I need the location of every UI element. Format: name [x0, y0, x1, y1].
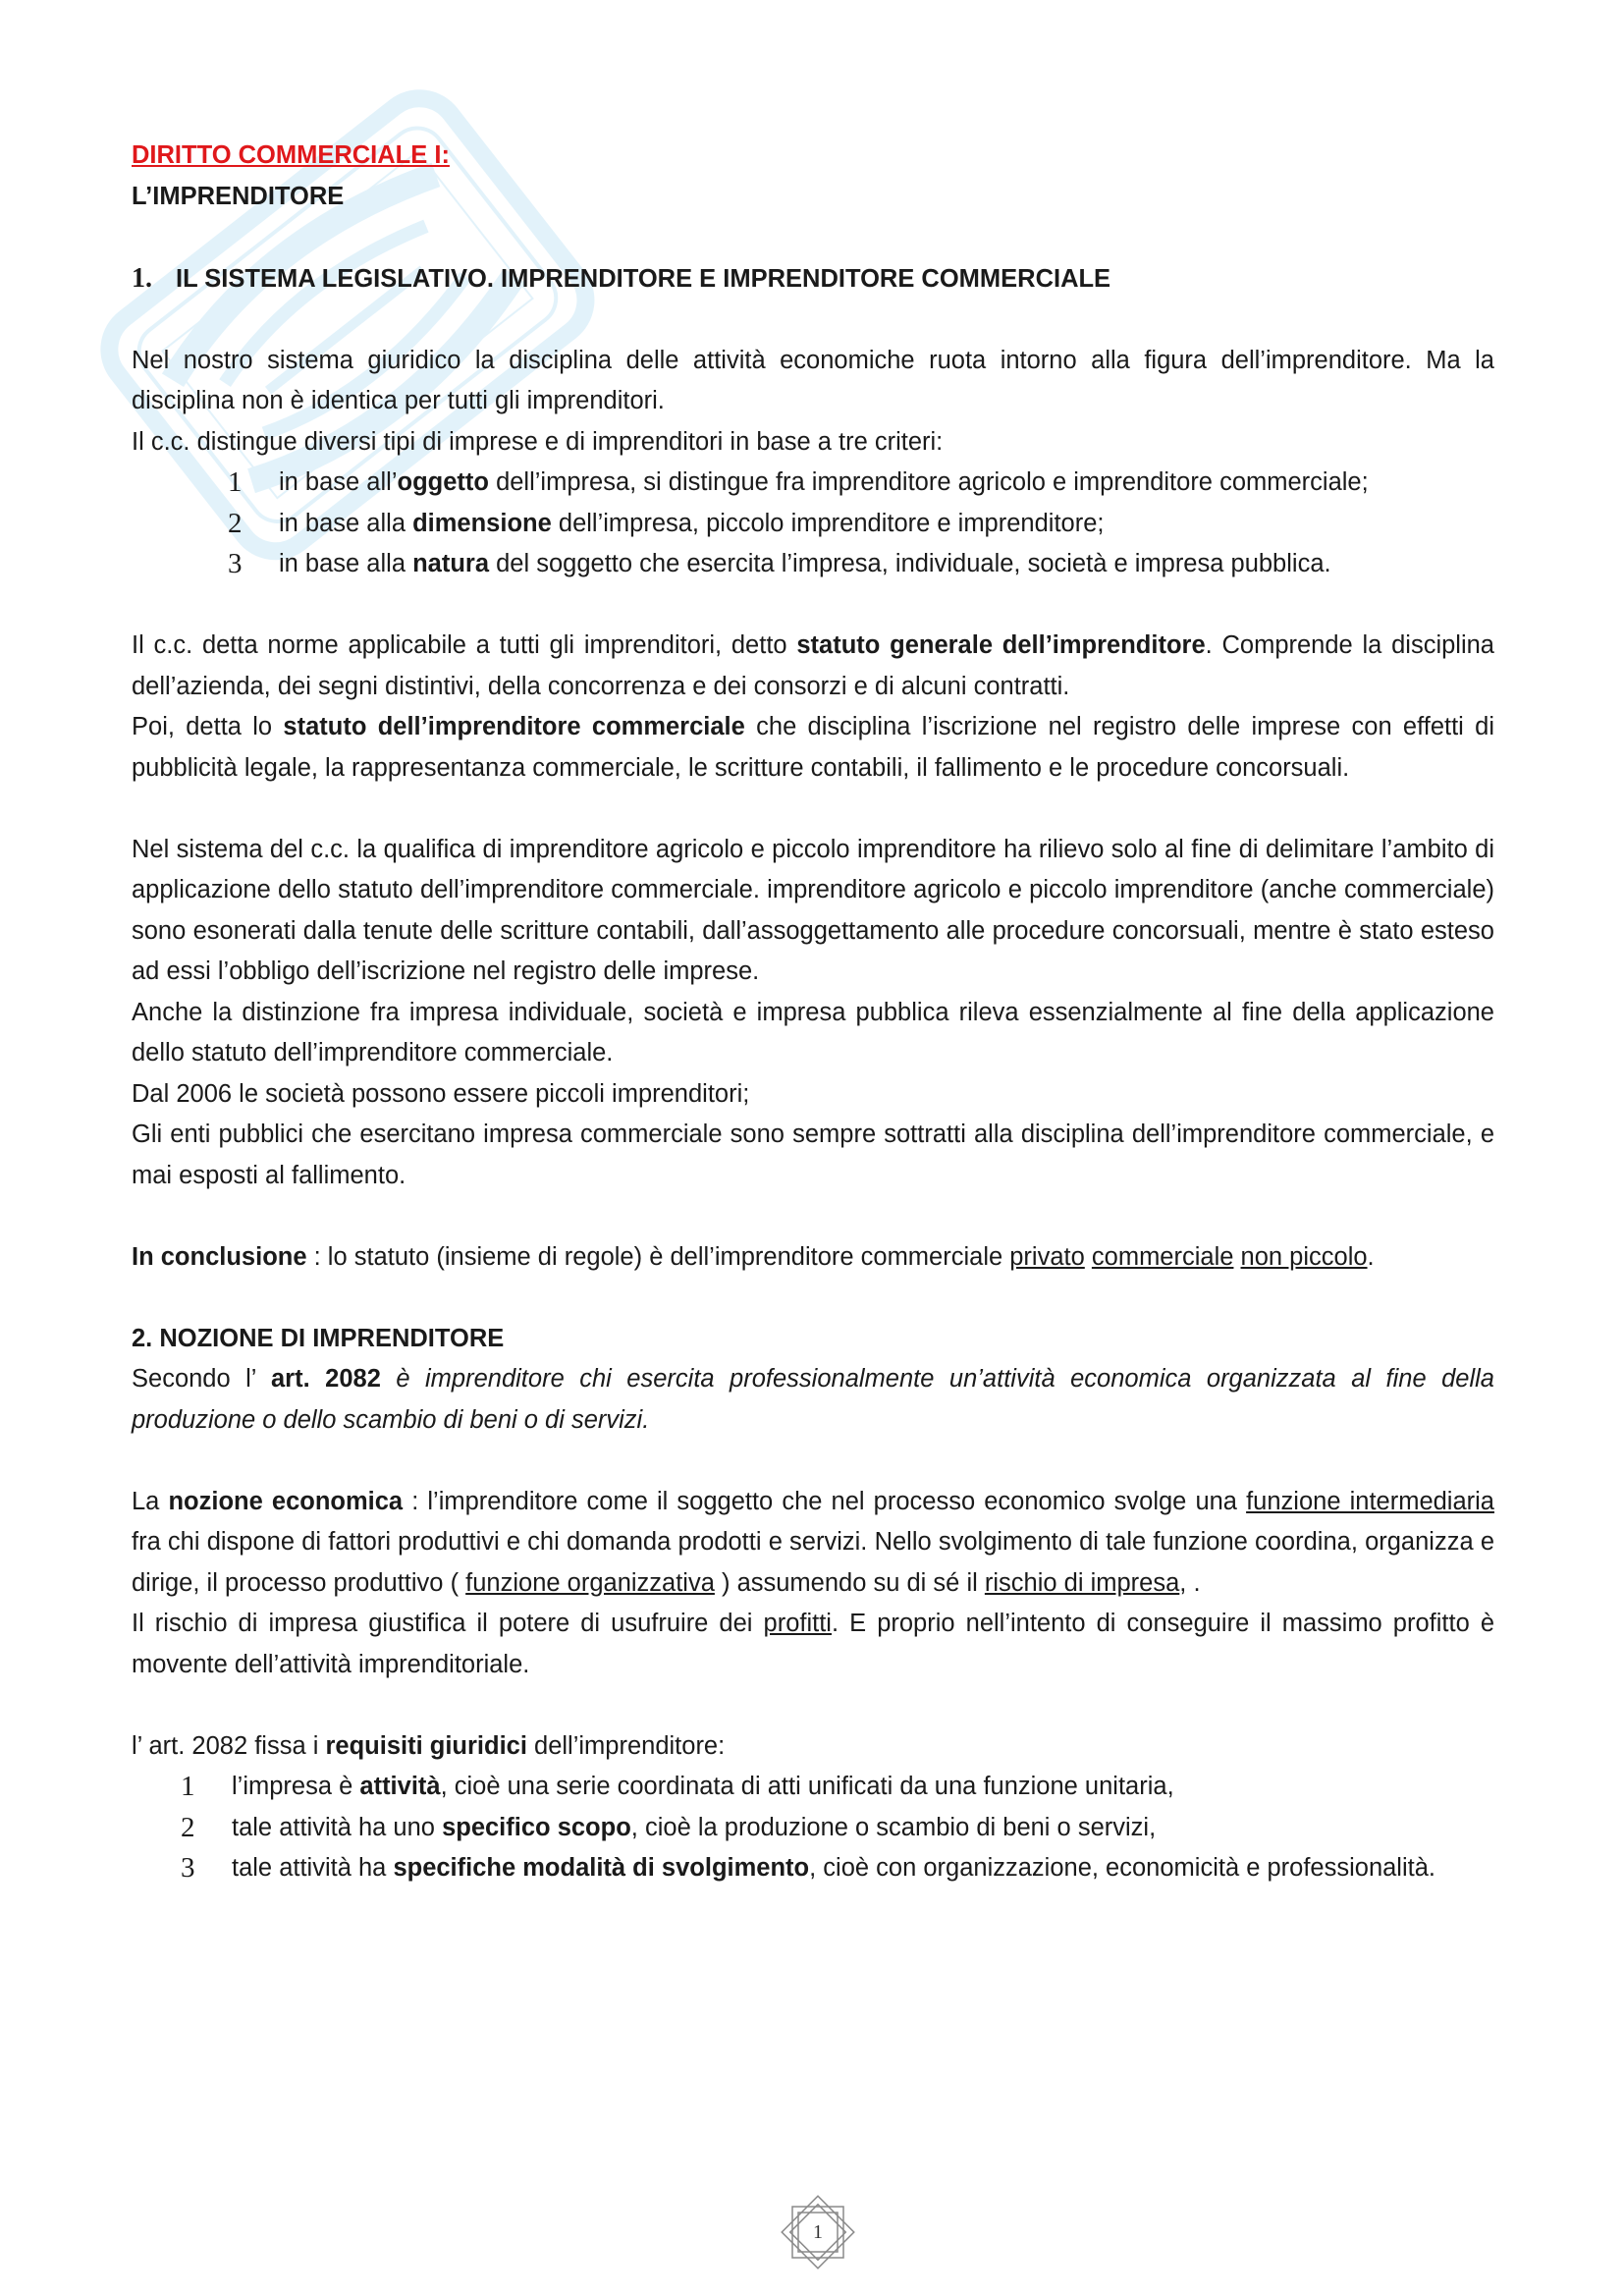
list-item — [132, 1767, 1494, 1808]
list-text: , cioè con organizzazione, economicità e professionalità. — [809, 1854, 1435, 1882]
criteria-intro: Il c.c. distingue diversi tipi di imprese e di imprenditori in base a tre criteri: — [132, 427, 944, 456]
page-number: 1 — [813, 2221, 823, 2243]
italic-definition: è imprenditore chi esercita professionalmente un’attività economica organizzata al fine della produzione o dello scambio di beni o di servizi. — [132, 1365, 1494, 1434]
bold-term: statuto generale dell’imprenditore — [796, 631, 1206, 659]
list-text: in base alla — [279, 509, 413, 537]
paragraph-requirements — [132, 1726, 1494, 1768]
list-number: 3 — [181, 1852, 195, 1884]
list-text: dell’impresa, si distingue fra imprenditore agricolo e imprenditore commerciale; — [488, 468, 1369, 496]
list-bold-term: specifico scopo — [442, 1813, 631, 1841]
list-text: dell’impresa, piccolo imprenditore e imprenditore; — [551, 509, 1105, 537]
text-run: fra chi dispone di fattori produttivi e chi domanda prodotti e servizi. Nello svolgimento di tale funzione coordina, organizza e dirige, il processo produttivo ( — [132, 1528, 1494, 1597]
underlined-term: privato — [1009, 1242, 1085, 1271]
text-run: . — [1367, 1242, 1375, 1271]
section1-title: IL SISTEMA LEGISLATIVO. IMPRENDITORE E IMPRENDITORE COMMERCIALE — [176, 264, 1111, 293]
text-run: dell’imprenditore: — [526, 1731, 726, 1760]
underlined-term: rischio di impresa — [984, 1568, 1180, 1597]
text-run: Secondo l’ — [132, 1365, 271, 1393]
paragraph-general-statute — [132, 626, 1494, 707]
list-item — [132, 463, 1494, 504]
list-item — [132, 504, 1494, 545]
list-text: tale attività ha — [232, 1854, 394, 1882]
bold-term: nozione economica — [168, 1487, 404, 1515]
paragraph-system: Nel sistema del c.c. la qualifica di imprenditore agricolo e piccolo imprenditore ha rilievo solo al fine di delimitare l’ambito di applicazione dello statuto dell’imprenditore commerciale. imprenditore agricolo e piccolo imprenditore (anche commerciale) sono esonerati dalla tenute delle scritture contabili, dall’assoggettamento alle procedure concorsuali, mentre è stato esteso ad essi l’obbligo dell’iscrizione nel registro delle imprese. — [132, 835, 1494, 985]
section1-number: 1. — [132, 262, 152, 294]
section1-heading — [132, 258, 1494, 301]
list-number: 1 — [181, 1771, 195, 1802]
requirements-list — [132, 1767, 1494, 1889]
criteria-list — [132, 463, 1494, 585]
list-bold-term: natura — [412, 550, 490, 577]
list-bold-term: dimensione — [412, 509, 552, 537]
list-item — [132, 1848, 1494, 1889]
paragraph-conclusion — [132, 1237, 1494, 1279]
text-run: . Comprende la disciplina dell’azienda, dei segni distintivi, della concorrenza e dei consorzi e di alcuni contratti. — [132, 631, 1494, 700]
text-run: Il c.c. detta norme applicabile a tutti gli imprenditori, detto — [132, 631, 797, 659]
section1-intro: Nel nostro sistema giuridico la disciplina delle attività economiche ruota intorno alla figura dell’imprenditore. Ma la disciplina non è identica per tutti gli imprenditori. — [132, 346, 1494, 414]
underlined-term: funzione organizzativa — [465, 1568, 715, 1597]
underlined-term: funzione intermediaria — [1246, 1487, 1494, 1515]
document-title: DIRITTO COMMERCIALE I: — [132, 141, 450, 169]
underlined-term: commerciale — [1091, 1242, 1234, 1271]
paragraph-2006: Dal 2006 le società possono essere piccoli imprenditori; — [132, 1079, 750, 1108]
text-run: Il rischio di impresa giustifica il potere di usufruire dei — [132, 1610, 764, 1637]
paragraph-public-entities: Gli enti pubblici che esercitano impresa commerciale sono sempre sottratti alla disciplina dell’imprenditore commerciale, e mai esposti al fallimento. — [132, 1121, 1494, 1189]
paragraph-art-2082 — [132, 1359, 1494, 1441]
text-run: , . — [1179, 1568, 1201, 1597]
list-number: 2 — [181, 1811, 195, 1843]
text-run: che disciplina l’iscrizione nel registro delle imprese con effetti di pubblicità legale, la rappresentanza commerciale, le scritture contabili, il fallimento e le procedure concorsuali. — [132, 713, 1494, 782]
list-text: , cioè una serie coordinata di atti unificati da una funzione unitaria, — [440, 1773, 1174, 1800]
document-body — [132, 136, 1494, 1889]
list-number: 3 — [228, 548, 243, 579]
text-run: Poi, detta lo — [132, 713, 284, 740]
bold-term: requisiti giuridici — [325, 1731, 527, 1760]
bold-term: art. 2082 — [271, 1365, 381, 1393]
list-bold-term: attività — [359, 1773, 441, 1800]
underlined-term: non piccolo — [1240, 1242, 1368, 1271]
text-run: ) assumendo su di sé il — [714, 1568, 985, 1597]
list-item — [132, 544, 1494, 585]
list-bold-term: specifiche modalità di svolgimento — [393, 1854, 810, 1882]
paragraph-distinction: Anche la distinzione fra impresa individuale, società e impresa pubblica rileva essenzialmente al fine della applicazione dello statuto dell’imprenditore commerciale. — [132, 998, 1494, 1066]
paragraph-commercial-statute — [132, 707, 1494, 789]
list-bold-term: oggetto — [397, 468, 489, 496]
paragraph-risk — [132, 1604, 1494, 1685]
document-subtitle: L’IMPRENDITORE — [132, 182, 345, 210]
text-run: La — [132, 1487, 169, 1515]
list-number: 1 — [228, 466, 243, 498]
list-text: in base alla — [279, 550, 413, 577]
list-item — [132, 1808, 1494, 1849]
underlined-term: profitti — [763, 1610, 832, 1637]
paragraph-economic-notion — [132, 1482, 1494, 1605]
list-text: in base all’ — [279, 468, 398, 496]
text-run: : l’imprenditore come il soggetto che nel processo economico svolge una — [403, 1487, 1247, 1515]
text-run: : lo statuto (insieme di regole) è dell’imprenditore commerciale — [306, 1242, 1010, 1271]
bold-term: In conclusione — [132, 1242, 307, 1271]
text-run: l’ art. 2082 fissa i — [132, 1731, 326, 1760]
bold-term: statuto dell’imprenditore commerciale — [283, 713, 745, 740]
list-text: tale attività ha uno — [232, 1813, 443, 1841]
list-number: 2 — [228, 507, 243, 539]
page-footer — [778, 2192, 858, 2272]
list-text: , cioè la produzione o scambio di beni o servizi, — [630, 1813, 1157, 1841]
section2-heading: 2. NOZIONE DI IMPRENDITORE — [132, 1324, 505, 1352]
list-text: l’impresa è — [232, 1773, 360, 1800]
list-text: del soggetto che esercita l’impresa, individuale, società e impresa pubblica. — [489, 550, 1331, 577]
text-run: . E proprio nell’intento di conseguire il massimo profitto è movente dell’attività imprenditoriale. — [132, 1610, 1495, 1678]
